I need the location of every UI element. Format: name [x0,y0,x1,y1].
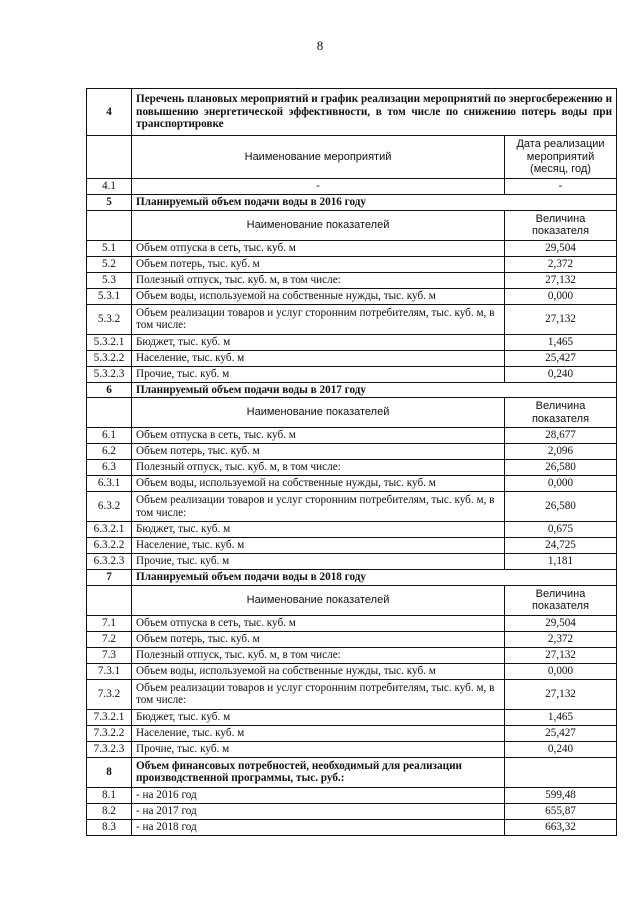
column-header-name: Наименование показателей [132,398,505,428]
row-number: 7.3.2.3 [87,741,132,757]
section-number: 8 [87,757,132,787]
row-name: Объем воды, используемой на собственные нужды, тыс. куб. м [132,663,505,679]
row-name: Объем воды, используемой на собственные нужды, тыс. куб. м [132,288,505,304]
row-number: 7.3 [87,647,132,663]
table-row [87,679,617,709]
table-row [87,366,617,382]
empty-cell [87,136,132,179]
table-row [87,663,617,679]
table-row [87,240,617,256]
row-number: 6.3.2.3 [87,554,132,570]
column-header-date: Дата реализации мероприятий (месяц, год) [505,136,617,179]
column-header-value: Величина показателя [505,210,617,240]
row-name: Прочие, тыс. куб. м [132,741,505,757]
column-header-name: Наименование мероприятий [132,136,505,179]
row-number: 5.1 [87,240,132,256]
row-name: Население, тыс. куб. м [132,725,505,741]
row-name: Бюджет, тыс. куб. м [132,334,505,350]
section-title: Перечень плановых мероприятий и график реализации мероприятий по энергосбережению и повышению энергетической эффективности, в том числе по снижению потерь воды при транспортировке [132,89,617,136]
row-name: Население, тыс. куб. м [132,350,505,366]
empty-cell [505,757,617,787]
row-value: 2,372 [505,631,617,647]
row-value: 1,465 [505,334,617,350]
row-number: 7.2 [87,631,132,647]
section-number: 5 [87,195,132,211]
row-number: 6.1 [87,428,132,444]
row-number: 5.3 [87,272,132,288]
row-name: - [132,179,505,195]
row-number: 7.3.2 [87,679,132,709]
table-row [87,492,617,522]
section-number: 6 [87,382,132,398]
row-value: 27,132 [505,679,617,709]
table-row [87,256,617,272]
section-8-title-row [87,757,617,787]
table-row [87,741,617,757]
row-number: 6.2 [87,444,132,460]
table-row [87,179,617,195]
row-name: Объем потерь, тыс. куб. м [132,444,505,460]
table-row [87,428,617,444]
row-name: Полезный отпуск, тыс. куб. м, в том числе: [132,647,505,663]
empty-cell [87,398,132,428]
row-value: 26,580 [505,460,617,476]
section-title: Планируемый объем подачи воды в 2017 году [132,382,617,398]
row-value: 0,675 [505,522,617,538]
page-number: 8 [316,38,324,53]
section-6-header-row [87,398,617,428]
section-4-title-row [87,89,617,136]
row-number: 4.1 [87,179,132,195]
row-name: Объем реализации товаров и услуг сторонним потребителям, тыс. куб. м, в том числе: [132,492,505,522]
row-name: - на 2017 год [132,803,505,819]
table-row [87,476,617,492]
row-value: 29,504 [505,615,617,631]
row-value: 0,000 [505,476,617,492]
table-row [87,460,617,476]
row-number: 5.3.2 [87,304,132,334]
row-number: 8.3 [87,819,132,835]
row-value: 2,096 [505,444,617,460]
row-name: Прочие, тыс. куб. м [132,366,505,382]
row-value: 655,87 [505,803,617,819]
table-row [87,288,617,304]
row-number: 5.3.1 [87,288,132,304]
row-value: 0,000 [505,288,617,304]
row-number: 7.3.2.2 [87,725,132,741]
row-number: 7.3.2.1 [87,709,132,725]
table-row [87,444,617,460]
row-name: Полезный отпуск, тыс. куб. м, в том числе: [132,460,505,476]
section-6-title-row [87,382,617,398]
table-row [87,819,617,835]
table-row [87,334,617,350]
row-number: 5.3.2.3 [87,366,132,382]
row-name: Объем потерь, тыс. куб. м [132,631,505,647]
row-name: Объем отпуска в сеть, тыс. куб. м [132,615,505,631]
row-value: 0,000 [505,663,617,679]
table-row [87,615,617,631]
row-number: 6.3.2.2 [87,538,132,554]
table-row [87,647,617,663]
row-value: 1,465 [505,709,617,725]
row-value: 663,32 [505,819,617,835]
row-value: 0,240 [505,741,617,757]
empty-cell [87,585,132,615]
row-number: 5.3.2.1 [87,334,132,350]
row-name: Бюджет, тыс. куб. м [132,522,505,538]
row-name: Объем отпуска в сеть, тыс. куб. м [132,428,505,444]
row-value: 25,427 [505,725,617,741]
table-row [87,554,617,570]
row-number: 6.3 [87,460,132,476]
production-program-table [86,88,617,836]
section-title: Планируемый объем подачи воды в 2016 году [132,195,617,211]
row-name: Население, тыс. куб. м [132,538,505,554]
table-row [87,350,617,366]
row-number: 8.1 [87,787,132,803]
row-name: Полезный отпуск, тыс. куб. м, в том числе: [132,272,505,288]
row-number: 6.3.1 [87,476,132,492]
row-number: 7.3.1 [87,663,132,679]
column-header-value: Величина показателя [505,398,617,428]
table-row [87,709,617,725]
row-name: Объем воды, используемой на собственные нужды, тыс. куб. м [132,476,505,492]
table-row [87,522,617,538]
row-value: 27,132 [505,647,617,663]
column-header-name: Наименование показателей [132,585,505,615]
row-value: 1,181 [505,554,617,570]
table-row [87,272,617,288]
section-number: 7 [87,570,132,586]
section-title: Планируемый объем подачи воды в 2018 году [132,570,617,586]
row-name: Объем реализации товаров и услуг сторонним потребителям, тыс. куб. м, в том числе: [132,304,505,334]
row-number: 7.1 [87,615,132,631]
section-number: 4 [87,89,132,136]
table-row [87,725,617,741]
section-title: Объем финансовых потребностей, необходимый для реализации производственной программы, тыс. руб.: [132,757,505,787]
row-name: - на 2016 год [132,787,505,803]
row-value: 28,677 [505,428,617,444]
row-number: 8.2 [87,803,132,819]
row-name: Объем отпуска в сеть, тыс. куб. м [132,240,505,256]
row-name: Прочие, тыс. куб. м [132,554,505,570]
section-5-title-row [87,195,617,211]
row-name: Объем реализации товаров и услуг сторонним потребителям, тыс. куб. м, в том числе: [132,679,505,709]
table-row [87,304,617,334]
row-value: 0,240 [505,366,617,382]
table-row [87,787,617,803]
row-value: 2,372 [505,256,617,272]
empty-cell [87,210,132,240]
row-number: 5.3.2.2 [87,350,132,366]
row-value: 26,580 [505,492,617,522]
row-number: 6.3.2.1 [87,522,132,538]
row-value: 29,504 [505,240,617,256]
row-name: - на 2018 год [132,819,505,835]
section-4-header-row [87,136,617,179]
table-row [87,538,617,554]
row-value: - [505,179,617,195]
row-value: 24,725 [505,538,617,554]
row-name: Объем потерь, тыс. куб. м [132,256,505,272]
row-number: 5.2 [87,256,132,272]
section-5-header-row [87,210,617,240]
table-row [87,631,617,647]
section-7-header-row [87,585,617,615]
column-header-name: Наименование показателей [132,210,505,240]
row-value: 27,132 [505,272,617,288]
row-number: 6.3.2 [87,492,132,522]
row-value: 25,427 [505,350,617,366]
row-value: 27,132 [505,304,617,334]
row-value: 599,48 [505,787,617,803]
table-row [87,803,617,819]
row-name: Бюджет, тыс. куб. м [132,709,505,725]
section-7-title-row [87,570,617,586]
column-header-value: Величина показателя [505,585,617,615]
